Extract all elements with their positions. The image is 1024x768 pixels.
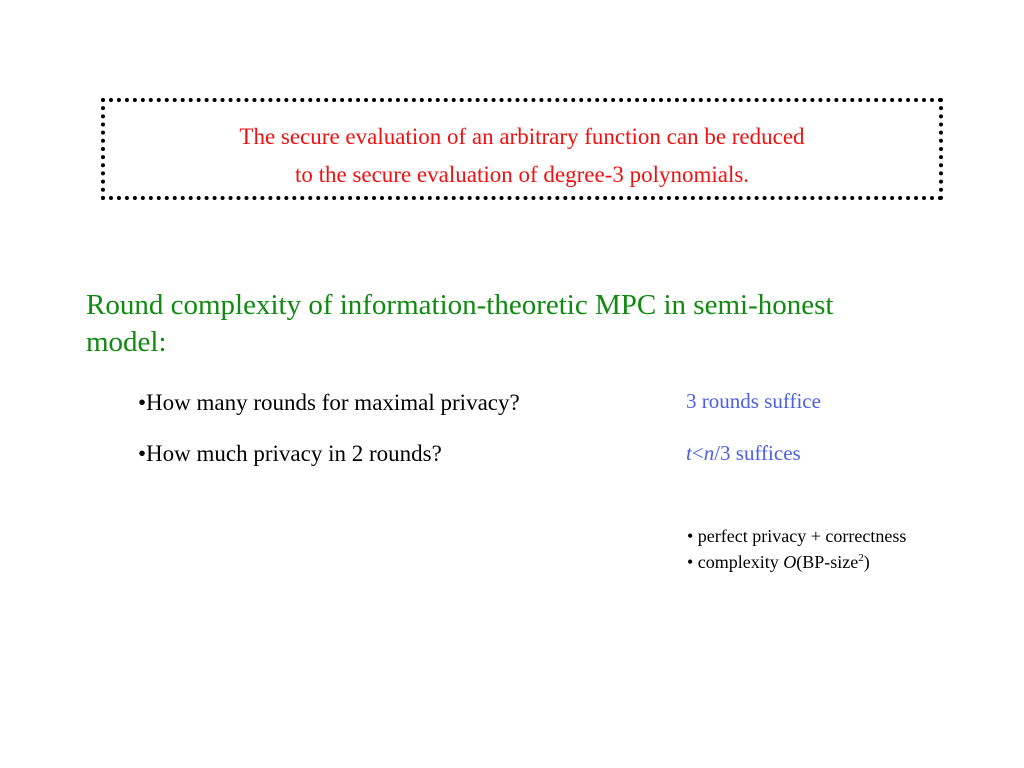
note-perfect-privacy: • perfect privacy + correctness xyxy=(687,526,907,546)
boxed-statement xyxy=(101,98,943,200)
note-complexity xyxy=(687,549,906,575)
note-close-paren: ) xyxy=(863,552,870,572)
note-big-o: O xyxy=(783,552,797,572)
note-bp-size: (BP-size xyxy=(796,552,859,572)
note-complexity-prefix: • complexity xyxy=(687,552,784,572)
section-heading: Round complexity of information-theoretic MPC in semi-honest model: xyxy=(86,289,834,358)
answer-rounds: 3 rounds suffice xyxy=(686,389,821,413)
statement-line-2: to the secure evaluation of degree-3 polynomials. xyxy=(294,162,750,187)
statement-line-1: The secure evaluation of an arbitrary function can be reduced xyxy=(239,124,805,149)
answer-less-than: < xyxy=(691,441,704,465)
question-rounds: •How many rounds for maximal privacy? xyxy=(138,390,520,415)
question-privacy: •How much privacy in 2 rounds? xyxy=(138,441,442,466)
note-exponent: 2 xyxy=(858,552,864,564)
notes-list xyxy=(687,523,906,575)
answer-privacy xyxy=(686,439,801,467)
answer-var-n: n xyxy=(703,441,715,465)
answer-var-t: t xyxy=(686,441,692,465)
answer-rest: /3 suffices xyxy=(714,441,801,465)
